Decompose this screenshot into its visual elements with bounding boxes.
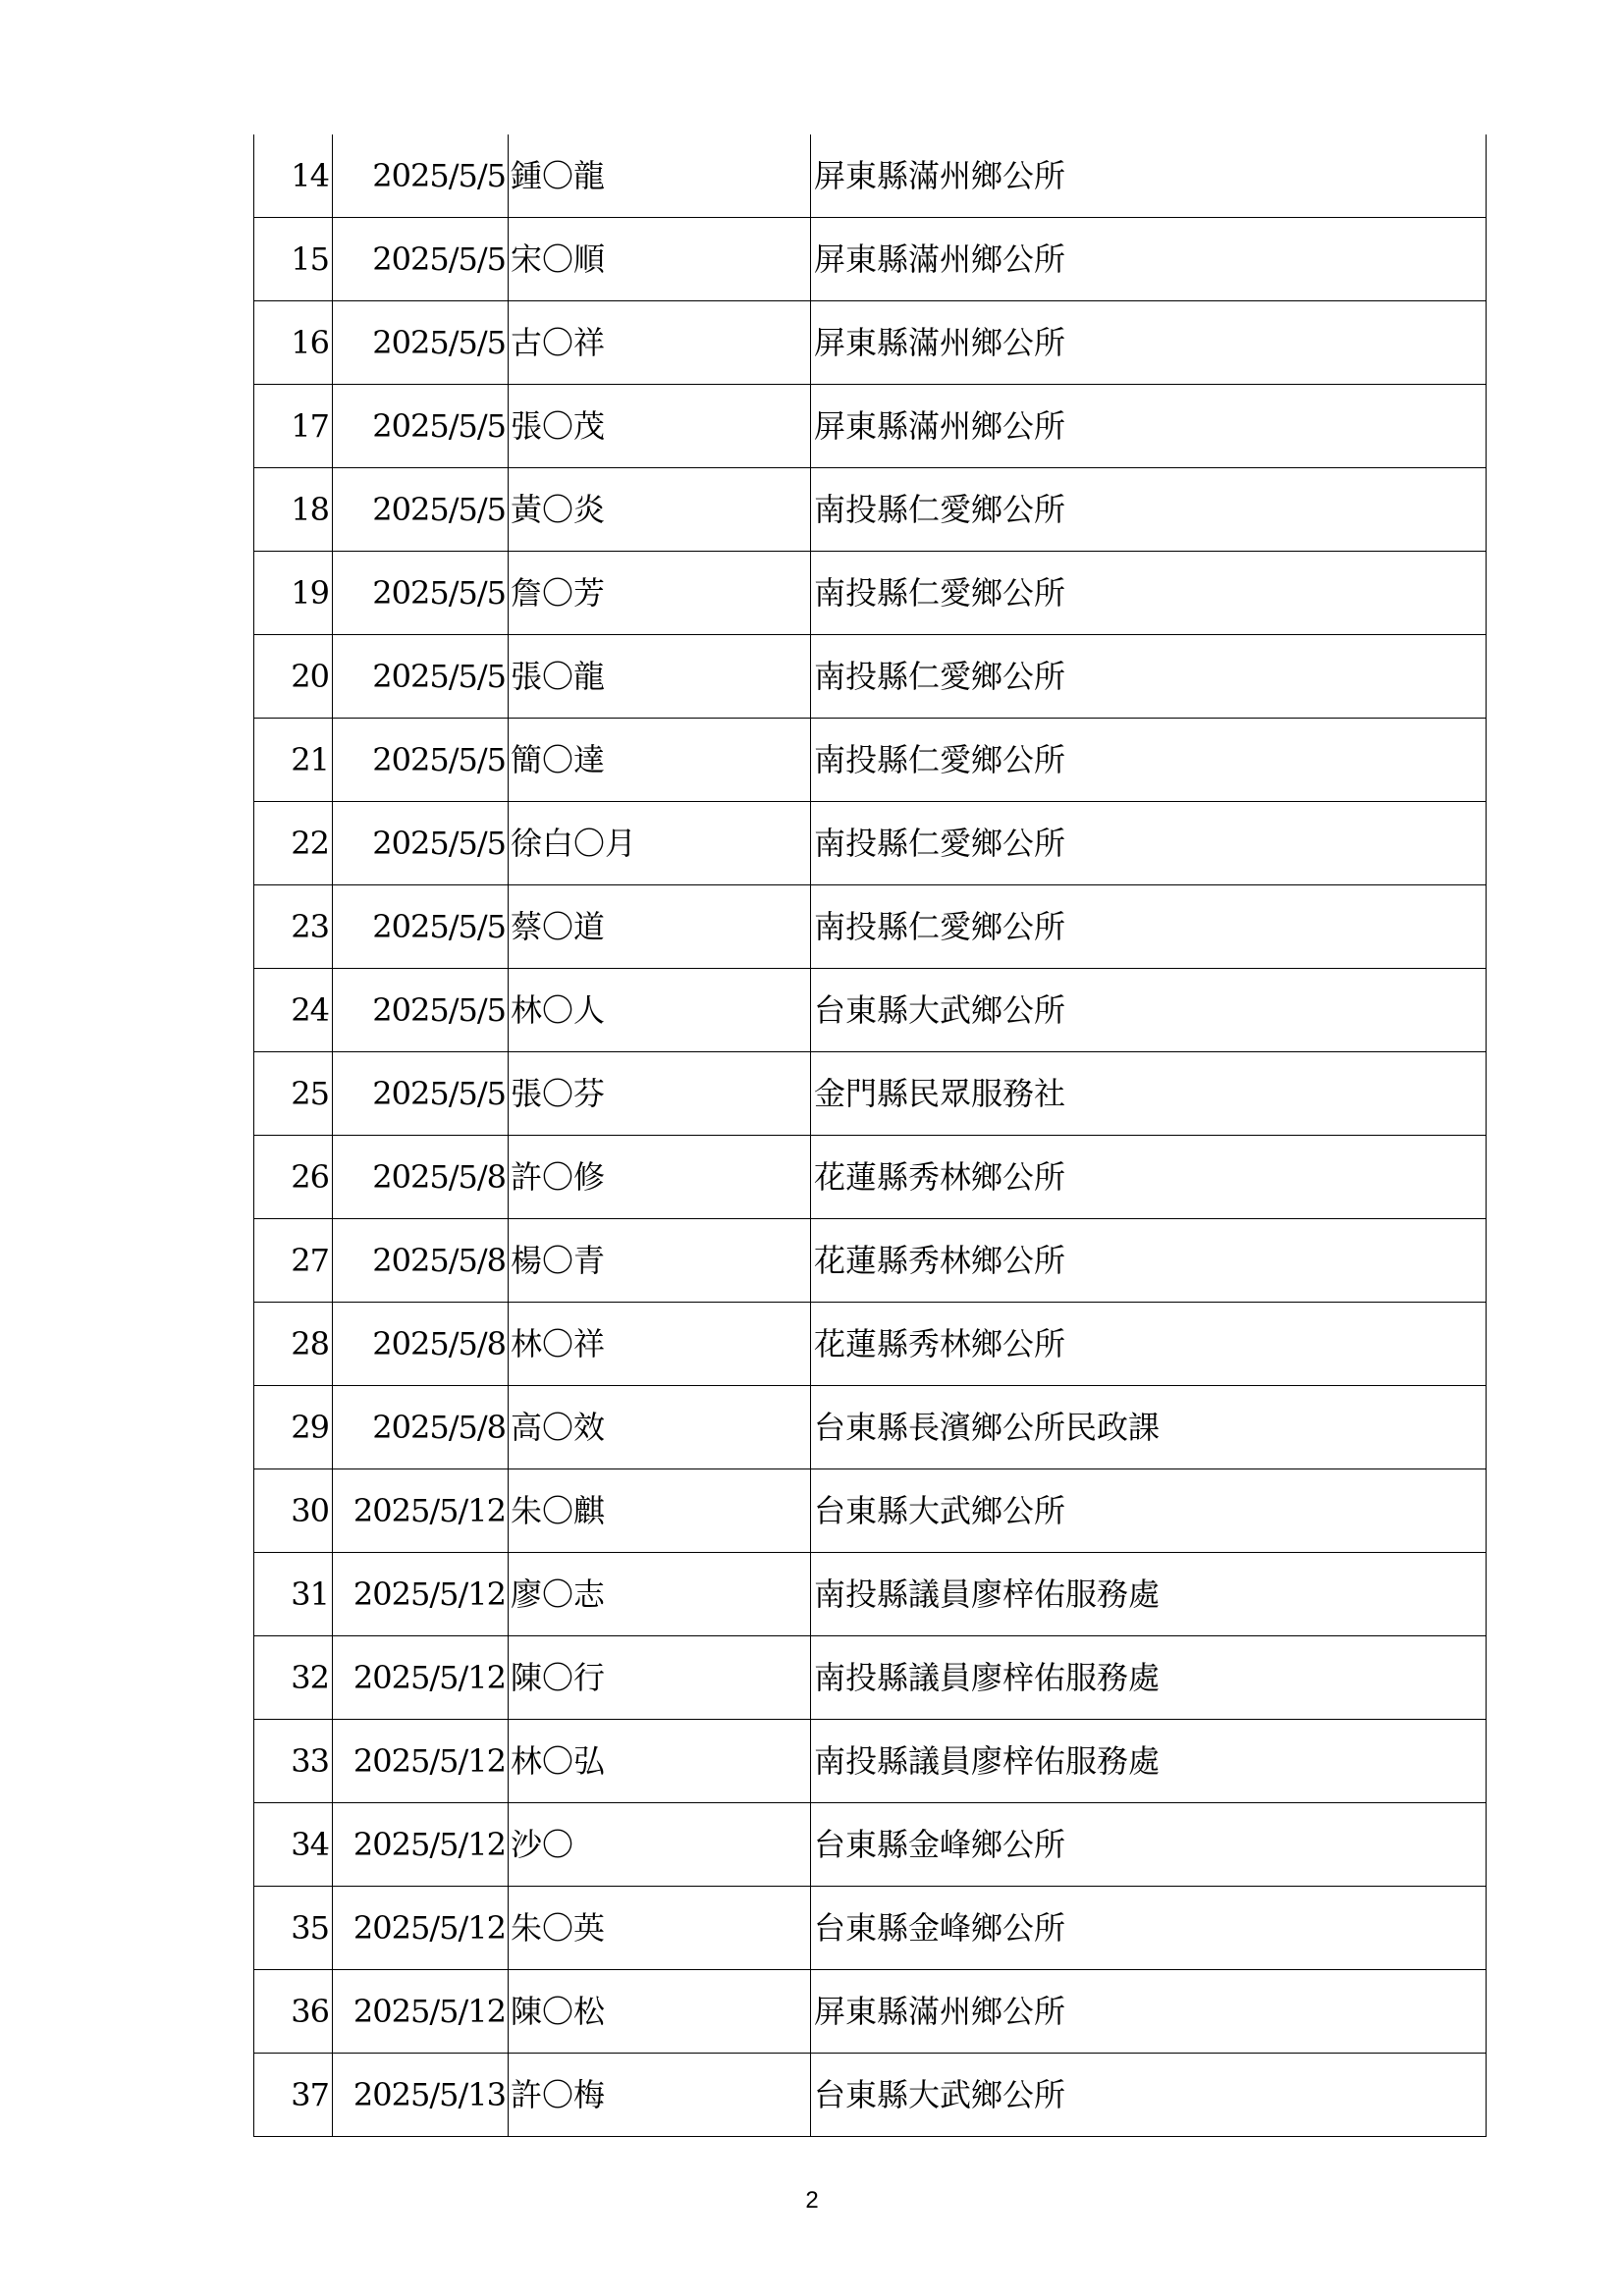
row-number: 16 [254,301,333,385]
row-organization: 屏東縣滿州鄉公所 [811,134,1487,218]
row-organization: 南投縣仁愛鄉公所 [811,468,1487,552]
row-date: 2025/5/5 [333,1052,509,1136]
row-number: 18 [254,468,333,552]
row-date: 2025/5/8 [333,1303,509,1386]
row-number: 20 [254,635,333,719]
row-organization: 屏東縣滿州鄉公所 [811,218,1487,301]
row-date: 2025/5/5 [333,468,509,552]
row-organization: 南投縣仁愛鄉公所 [811,802,1487,885]
row-number: 27 [254,1219,333,1303]
row-number: 35 [254,1887,333,1970]
row-name: 陳〇松 [509,1970,811,2054]
row-date: 2025/5/8 [333,1136,509,1219]
row-name: 黃〇炎 [509,468,811,552]
row-name: 徐白〇月 [509,802,811,885]
row-date: 2025/5/5 [333,802,509,885]
row-number: 31 [254,1553,333,1636]
row-name: 許〇梅 [509,2054,811,2137]
row-number: 23 [254,885,333,969]
row-number: 19 [254,552,333,635]
table-row [254,468,1487,552]
row-name: 詹〇芳 [509,552,811,635]
row-name: 蔡〇道 [509,885,811,969]
table-row [254,1469,1487,1553]
row-number: 17 [254,385,333,468]
row-organization: 台東縣長濱鄉公所民政課 [811,1386,1487,1469]
row-number: 30 [254,1469,333,1553]
row-organization: 台東縣大武鄉公所 [811,969,1487,1052]
row-name: 許〇修 [509,1136,811,1219]
table-row [254,1636,1487,1720]
row-number: 29 [254,1386,333,1469]
row-name: 沙〇 [509,1803,811,1887]
page-number: 2 [805,2187,819,2214]
table-row [254,552,1487,635]
table-row [254,885,1487,969]
row-organization: 台東縣大武鄉公所 [811,2054,1487,2137]
table-row [254,1386,1487,1469]
table-row [254,1052,1487,1136]
row-number: 25 [254,1052,333,1136]
table-row [254,1887,1487,1970]
table-row [254,134,1487,218]
row-date: 2025/5/12 [333,1636,509,1720]
row-name: 張〇龍 [509,635,811,719]
row-number: 24 [254,969,333,1052]
row-name: 張〇茂 [509,385,811,468]
records-table [253,134,1487,2137]
row-date: 2025/5/5 [333,885,509,969]
row-number: 22 [254,802,333,885]
table-row [254,969,1487,1052]
row-name: 古〇祥 [509,301,811,385]
table-row [254,635,1487,719]
row-name: 朱〇英 [509,1887,811,1970]
row-number: 14 [254,134,333,218]
row-organization: 南投縣議員廖梓佑服務處 [811,1553,1487,1636]
row-date: 2025/5/5 [333,218,509,301]
table-row [254,1136,1487,1219]
table-row [254,2054,1487,2137]
row-number: 21 [254,719,333,802]
row-organization: 南投縣議員廖梓佑服務處 [811,1720,1487,1803]
table-row [254,218,1487,301]
records-table-body [254,134,1487,2137]
row-number: 36 [254,1970,333,2054]
row-date: 2025/5/12 [333,1887,509,1970]
row-date: 2025/5/5 [333,719,509,802]
row-date: 2025/5/5 [333,385,509,468]
row-organization: 南投縣仁愛鄉公所 [811,885,1487,969]
row-organization: 屏東縣滿州鄉公所 [811,1970,1487,2054]
row-organization: 台東縣金峰鄉公所 [811,1803,1487,1887]
row-number: 32 [254,1636,333,1720]
table-row [254,1720,1487,1803]
row-organization: 花蓮縣秀林鄉公所 [811,1303,1487,1386]
row-name: 林〇弘 [509,1720,811,1803]
row-name: 鍾〇龍 [509,134,811,218]
row-date: 2025/5/5 [333,969,509,1052]
row-organization: 屏東縣滿州鄉公所 [811,385,1487,468]
row-date: 2025/5/8 [333,1386,509,1469]
row-date: 2025/5/12 [333,1720,509,1803]
row-name: 楊〇青 [509,1219,811,1303]
row-organization: 台東縣大武鄉公所 [811,1469,1487,1553]
row-date: 2025/5/5 [333,134,509,218]
row-date: 2025/5/5 [333,301,509,385]
table-row [254,1970,1487,2054]
row-organization: 花蓮縣秀林鄉公所 [811,1136,1487,1219]
row-date: 2025/5/13 [333,2054,509,2137]
row-date: 2025/5/5 [333,552,509,635]
row-name: 簡〇達 [509,719,811,802]
row-date: 2025/5/5 [333,635,509,719]
row-number: 15 [254,218,333,301]
row-name: 林〇人 [509,969,811,1052]
table-row [254,1303,1487,1386]
row-date: 2025/5/8 [333,1219,509,1303]
row-number: 33 [254,1720,333,1803]
table-row [254,719,1487,802]
row-date: 2025/5/12 [333,1469,509,1553]
table-row [254,385,1487,468]
row-organization: 南投縣仁愛鄉公所 [811,552,1487,635]
row-date: 2025/5/12 [333,1553,509,1636]
row-organization: 南投縣仁愛鄉公所 [811,719,1487,802]
row-name: 林〇祥 [509,1303,811,1386]
row-number: 37 [254,2054,333,2137]
row-organization: 南投縣仁愛鄉公所 [811,635,1487,719]
row-number: 28 [254,1303,333,1386]
table-row [254,1553,1487,1636]
row-name: 宋〇順 [509,218,811,301]
row-number: 34 [254,1803,333,1887]
row-organization: 金門縣民眾服務社 [811,1052,1487,1136]
row-name: 高〇效 [509,1386,811,1469]
table-row [254,802,1487,885]
row-number: 26 [254,1136,333,1219]
row-date: 2025/5/12 [333,1970,509,2054]
row-date: 2025/5/12 [333,1803,509,1887]
row-organization: 南投縣議員廖梓佑服務處 [811,1636,1487,1720]
row-name: 朱〇麒 [509,1469,811,1553]
table-row [254,301,1487,385]
row-organization: 台東縣金峰鄉公所 [811,1887,1487,1970]
table-row [254,1803,1487,1887]
row-name: 陳〇行 [509,1636,811,1720]
row-organization: 屏東縣滿州鄉公所 [811,301,1487,385]
table-row [254,1219,1487,1303]
row-name: 廖〇志 [509,1553,811,1636]
row-organization: 花蓮縣秀林鄉公所 [811,1219,1487,1303]
row-name: 張〇芬 [509,1052,811,1136]
